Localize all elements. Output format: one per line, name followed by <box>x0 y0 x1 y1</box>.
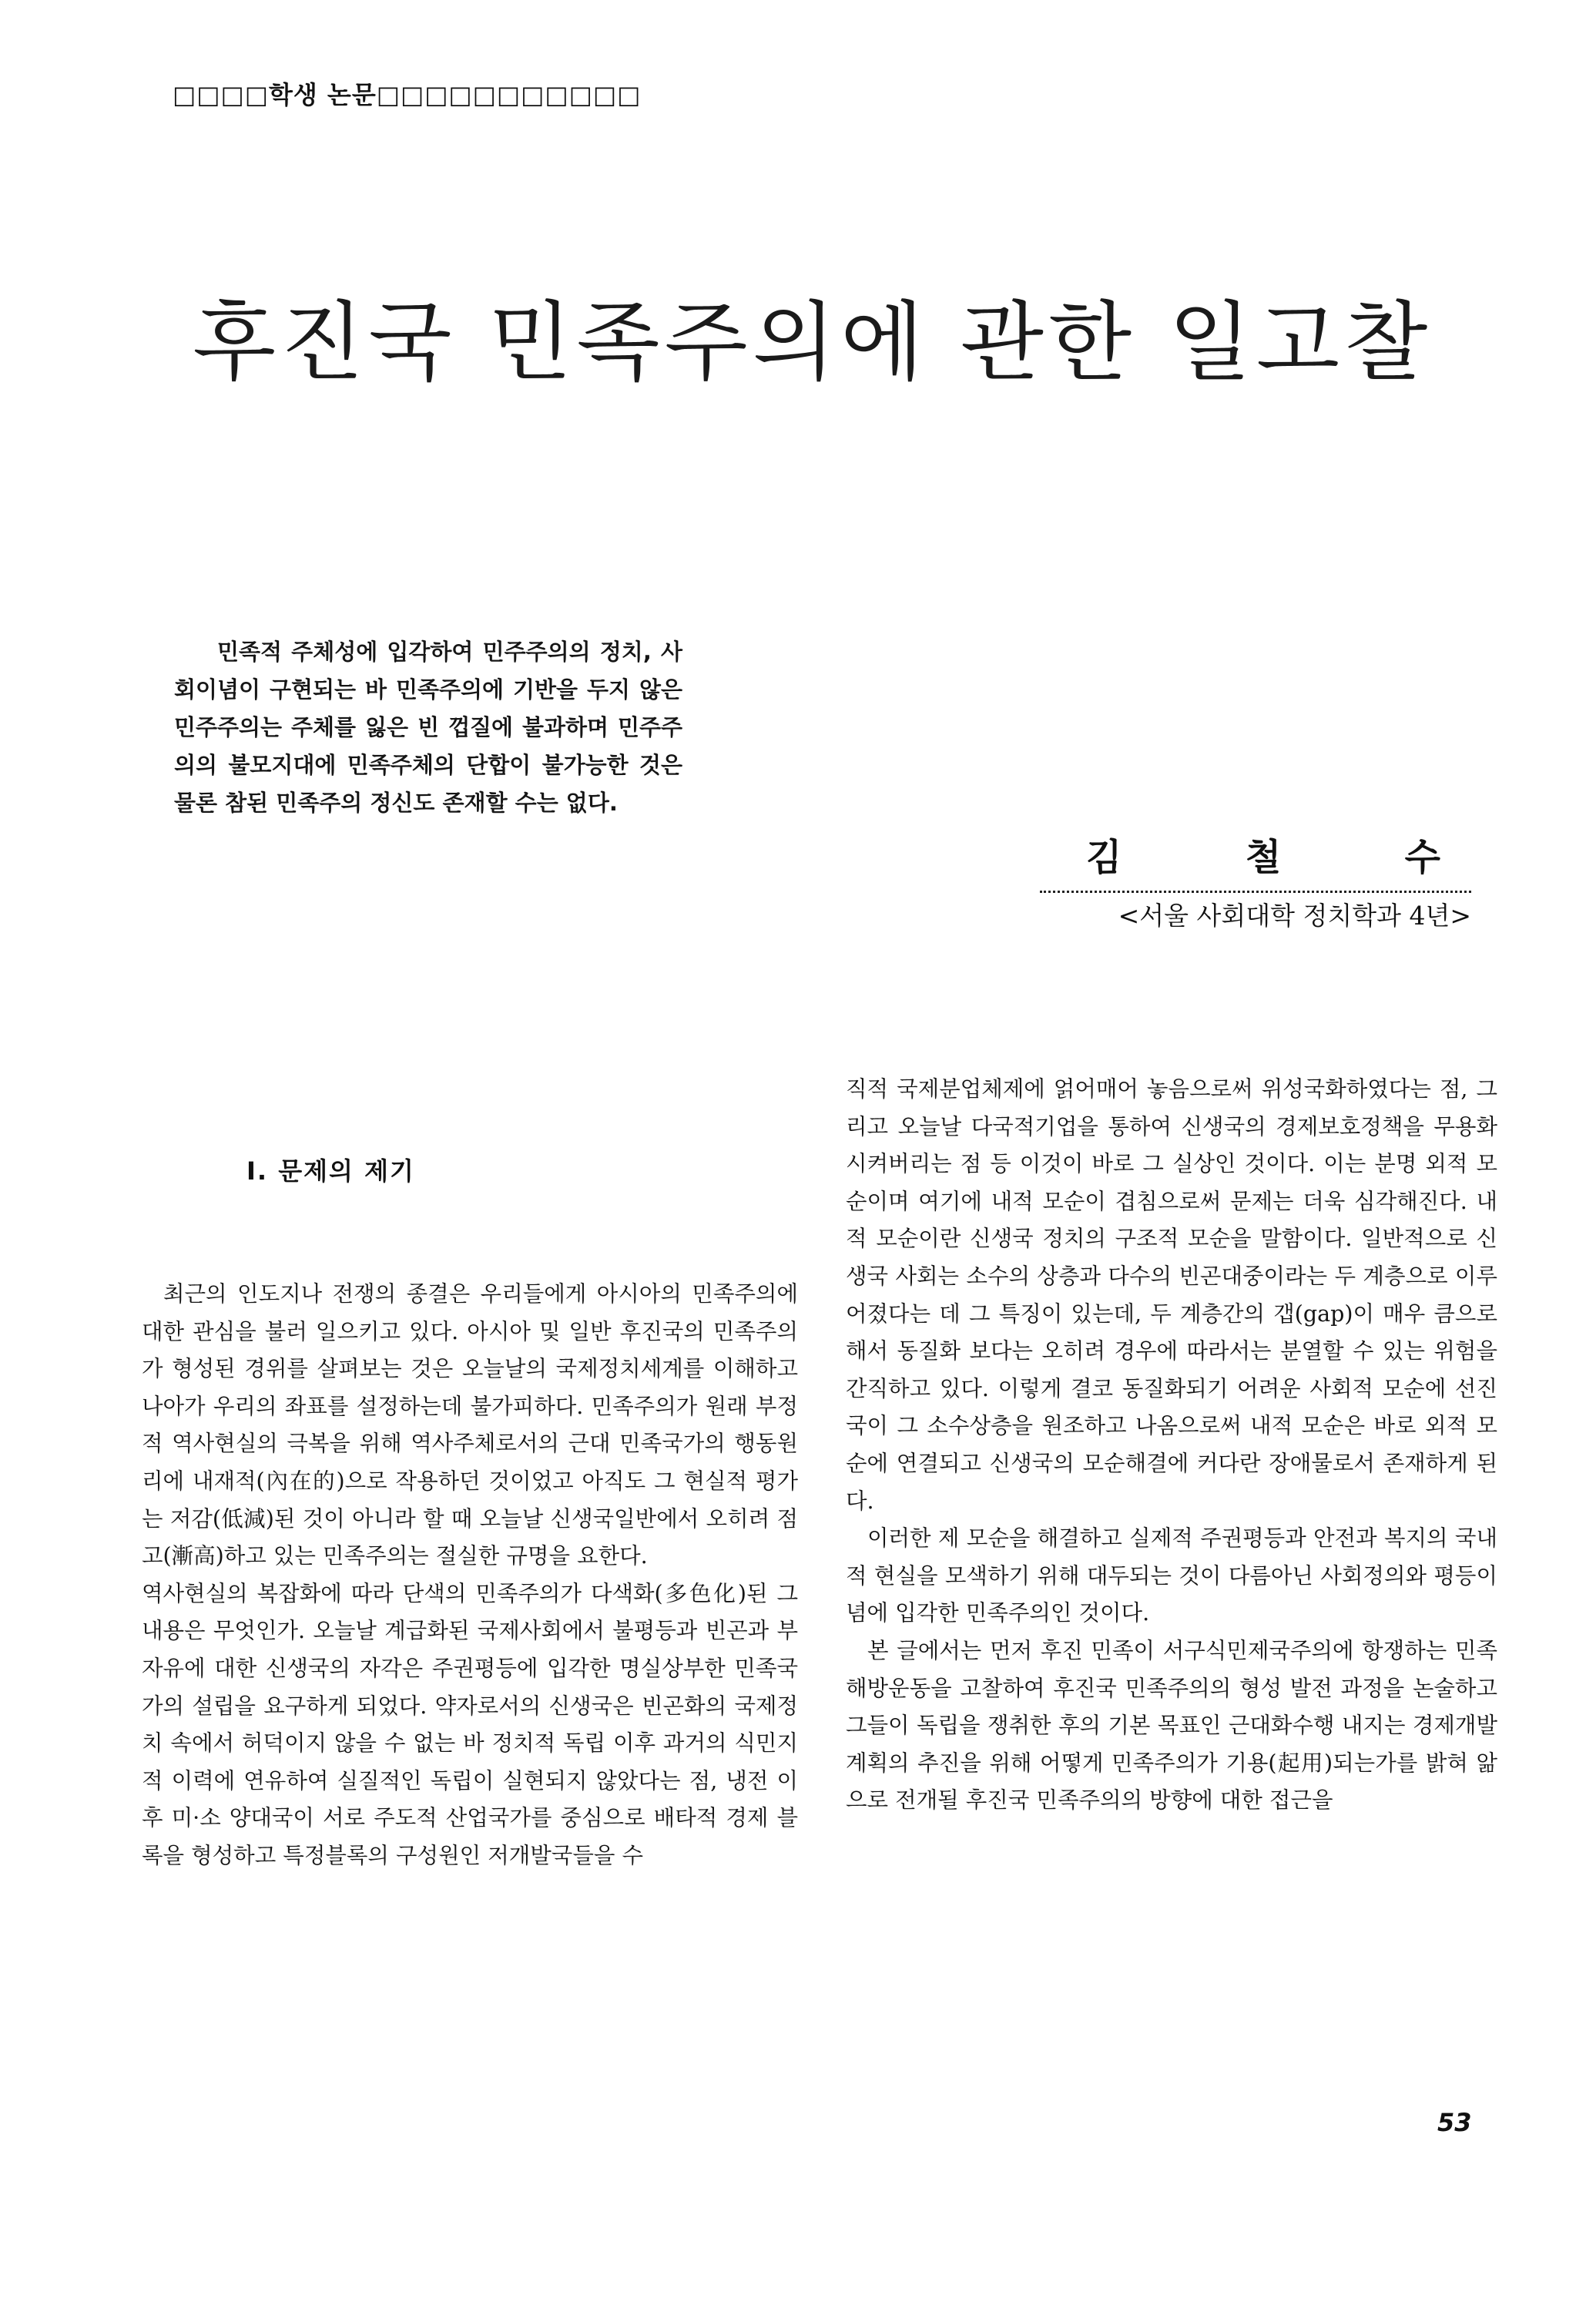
body-column-right <box>846 1071 1497 1820</box>
author-name-char: 김 <box>1086 836 1122 879</box>
section-heading: Ⅰ. 문제의 제기 <box>246 1156 415 1186</box>
page-number: 53 <box>1437 2108 1472 2137</box>
author-name-char: 수 <box>1404 836 1440 879</box>
body-paragraph: 직적 국제분업체제에 얽어매어 놓음으로써 위성국화하였다는 점, 그리고 오늘날 다국적기업을 통하여 신생국의 경제보호정책을 무용화시켜버리는 점 등 이것이 바로 그 실상인 것이다. 이는 분명 외적 모순이며 여기에 내적 모순이 겹침으로써 문제는 더욱 심각해진다. 내적 모순이란 신생국 정치의 구조적 모순을 말함이다. 일반적으로 신생국 사회는 소수의 상층과 다수의 빈곤대중이라는 두 계층으로 이루어졌다는 데 그 특징이 있는데, 두 계층간의 갭(gap)이 매우 큼으로 해서 동질화 보다는 오히려 경우에 따라서는 분열할 수 있는 위험을 간직하고 있다. 이렇게 결코 동질화되기 어려운 사회적 모순에 선진국이 그 소수상층을 원조하고 나옴으로써 내적 모순은 바로 외적 모순에 연결되고 신생국의 모순해결에 커다란 장애물로서 존재하게 된다. <box>846 1076 1497 1514</box>
author-name-char: 철 <box>1245 836 1282 879</box>
body-paragraph: 최근의 인도지나 전쟁의 종결은 우리들에게 아시아의 민족주의에 대한 관심을 불러 일으키고 있다. 아시아 및 일반 후진국의 민족주의가 형성된 경위를 살펴보는 것은 오늘날의 국제정치세계를 이해하고 나아가 우리의 좌표를 설정하는데 불가피하다. 민족주의가 원래 부정적 역사현실의 극복을 위해 역사주체로서의 근대 민족국가의 행동원리에 내재적(內在的)으로 작용하던 것이었고 아직도 그 현실적 평가는 저감(低減)된 것이 아니라 할 때 오늘날 신생국일반에서 오히려 점고(漸高)하고 있는 민족주의는 절실한 규명을 요한다. <box>142 1281 798 1569</box>
author-block <box>1040 831 1471 935</box>
author-affiliation: <서울 사회대학 정치학과 4년> <box>1118 901 1471 931</box>
author-divider <box>1040 891 1471 893</box>
body-paragraph: 역사현실의 복잡화에 따라 단색의 민족주의가 다색화(多色化)된 그 내용은 무엇인가. 오늘날 계급화된 국제사회에서 불평등과 빈곤과 부자유에 대한 신생국의 자각은 주권평등에 입각한 명실상부한 민족국가의 설립을 요구하게 되었다. 약자로서의 신생국은 빈곤화의 국제정치 속에서 허덕이지 않을 수 없는 바 정치적 독립 이후 과거의 식민지적 이력에 연유하여 실질적인 독립이 실현되지 않았다는 점, 냉전 이후 미·소 양대국이 서로 주도적 산업국가를 중심으로 배타적 경제 블록을 형성하고 특정블록의 구성원인 저개발국들을 수 <box>142 1580 798 1868</box>
author-name <box>1040 831 1471 884</box>
body-paragraph: 본 글에서는 먼저 후진 민족이 서구식민제국주의에 항쟁하는 민족해방운동을 고찰하여 후진국 민족주의의 형성 발전 과정을 논술하고 그들이 독립을 쟁취한 후의 기본 목표인 근대화수행 내지는 경제개발 계획의 추진을 위해 어떻게 민족주의가 기용(起用)되는가를 밝혀 앎으로 전개될 후진국 민족주의의 방향에 대한 접근을 <box>846 1637 1497 1814</box>
body-column-left <box>142 1276 798 1875</box>
section-tag: □□□□학생 논문□□□□□□□□□□□ <box>173 80 642 109</box>
abstract: 민족적 주체성에 입각하여 민주주의의 정치, 사회이념이 구현되는 바 민족주의에 기반을 두지 않은 민주주의는 주체를 잃은 빈 껍질에 불과하며 민주주의의 불모지대에 민족주체의 단합이 불가능한 것은 물론 참된 민족주의 정신도 존재할 수는 없다. <box>174 639 682 816</box>
body-paragraph: 이러한 제 모순을 해결하고 실제적 주권평등과 안전과 복지의 국내적 현실을 모색하기 위해 대두되는 것이 다름아닌 사회정의와 평등이념에 입각한 민족주의인 것이다. <box>846 1525 1497 1626</box>
article-title: 후진국 민족주의에 관한 일고찰 <box>193 293 1433 393</box>
